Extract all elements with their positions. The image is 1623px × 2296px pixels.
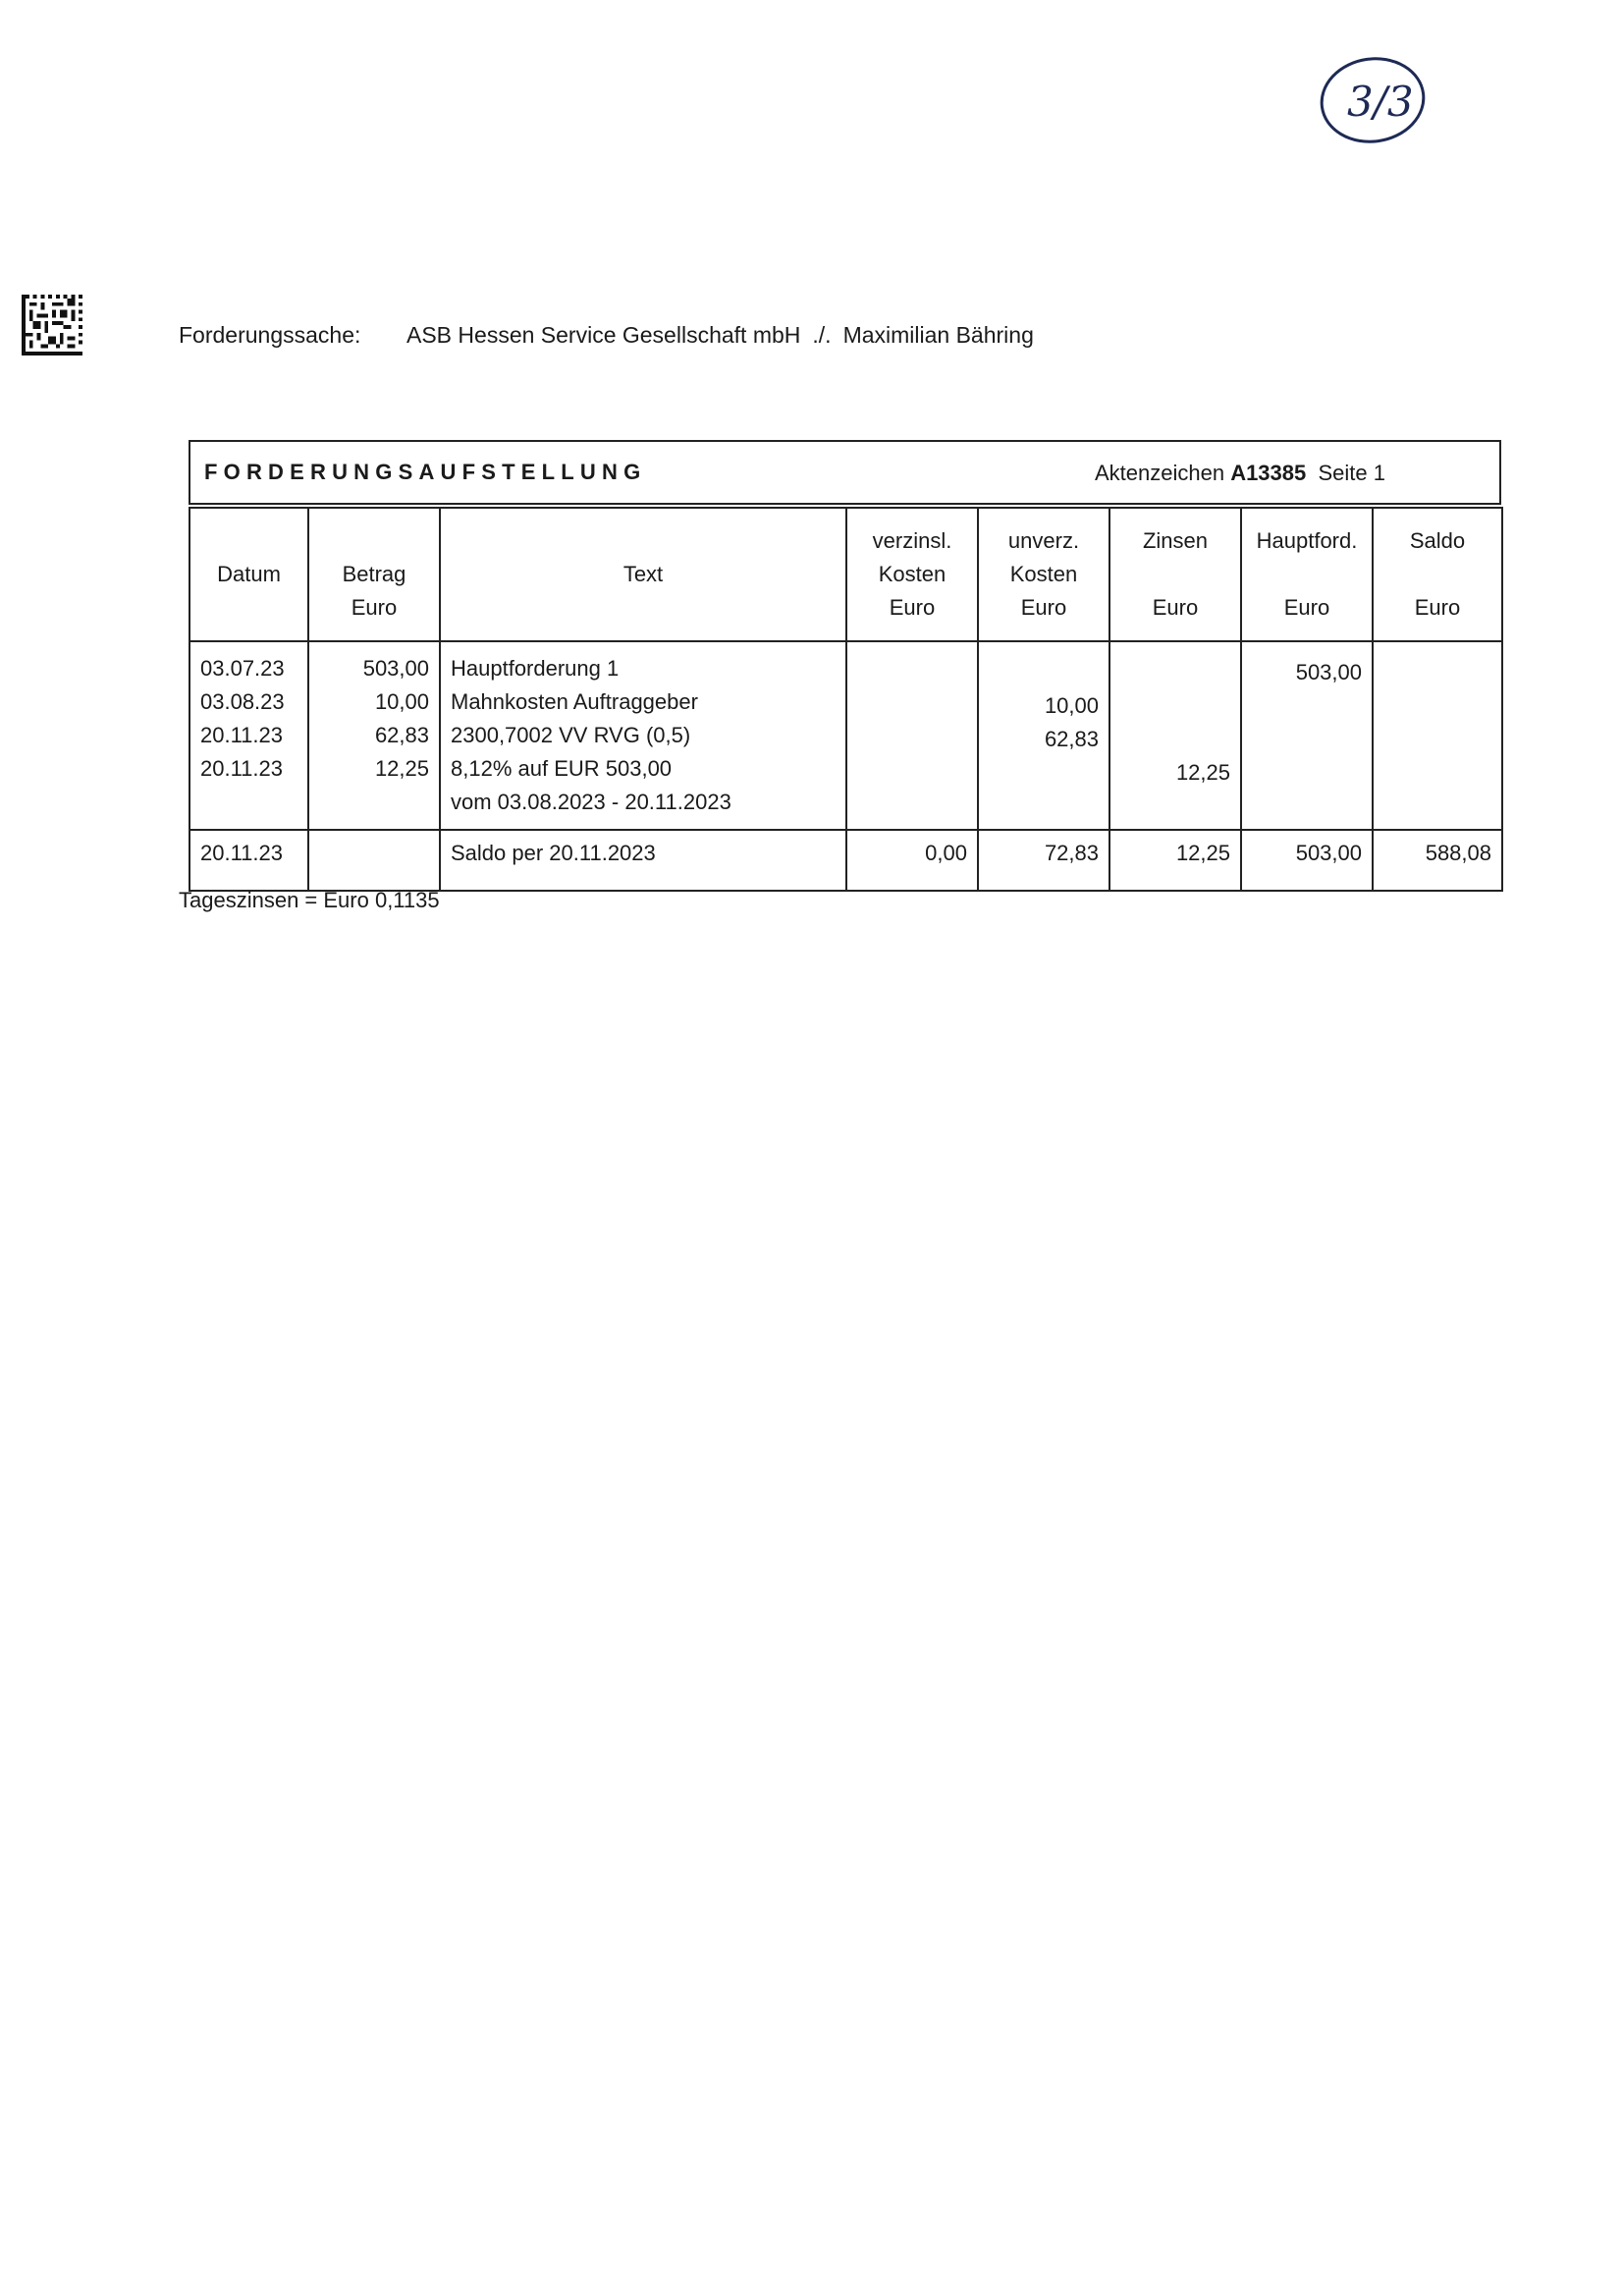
handwritten-page-note xyxy=(1316,51,1434,145)
reference-number: A13385 xyxy=(1230,461,1307,485)
case-label: Forderungssache: xyxy=(179,322,361,348)
page-number: Seite 1 xyxy=(1318,461,1385,485)
claims-table xyxy=(189,507,1503,892)
col-header-hauptford: Hauptford. Euro xyxy=(1241,508,1373,641)
col-header-unverz: unverz. Kosten Euro xyxy=(978,508,1109,641)
col-header-text: Text xyxy=(440,508,846,641)
col-header-datum: Datum xyxy=(189,508,308,641)
col-header-verzinsl: verzinsl. Kosten Euro xyxy=(846,508,978,641)
table-header-row xyxy=(189,508,1502,641)
col-header-betrag: Betrag Euro xyxy=(308,508,440,641)
summary-row: 20.11.23 Saldo per 20.11.2023 0,00 72,83 12,25 503,00 588,08 xyxy=(189,830,1502,891)
case-line xyxy=(179,322,1034,349)
handwritten-note-text: 3/3 xyxy=(1347,78,1414,126)
debtor-name: Maximilian Bähring xyxy=(842,322,1034,348)
creditor-name: ASB Hessen Service Gesellschaft mbH xyxy=(406,322,801,348)
table-row: 20.11.23 62,83 2300,7002 VV RVG (0,5) 62,83 xyxy=(189,719,1502,752)
reference-label: Aktenzeichen xyxy=(1094,461,1225,485)
case-separator: ./. xyxy=(812,322,832,348)
daily-interest-note: Tageszinsen = Euro 0,1135 xyxy=(179,888,440,912)
statement-header xyxy=(189,440,1501,505)
col-header-zinsen: Zinsen Euro xyxy=(1109,508,1241,641)
table-row: 03.08.23 10,00 Mahnkosten Auftraggeber 10,00 xyxy=(189,685,1502,719)
data-matrix-barcode xyxy=(22,295,82,355)
statement-title: FORDERUNGSAUFSTELLUNG xyxy=(204,460,647,484)
col-header-saldo: Saldo Euro xyxy=(1373,508,1502,641)
table-row: vom 03.08.2023 - 20.11.2023 xyxy=(189,786,1502,830)
table-row: 20.11.23 12,25 8,12% auf EUR 503,00 12,25 xyxy=(189,752,1502,786)
table-row: 03.07.23 503,00 Hauptforderung 1 503,00 xyxy=(189,641,1502,685)
reference-block xyxy=(1095,461,1385,486)
